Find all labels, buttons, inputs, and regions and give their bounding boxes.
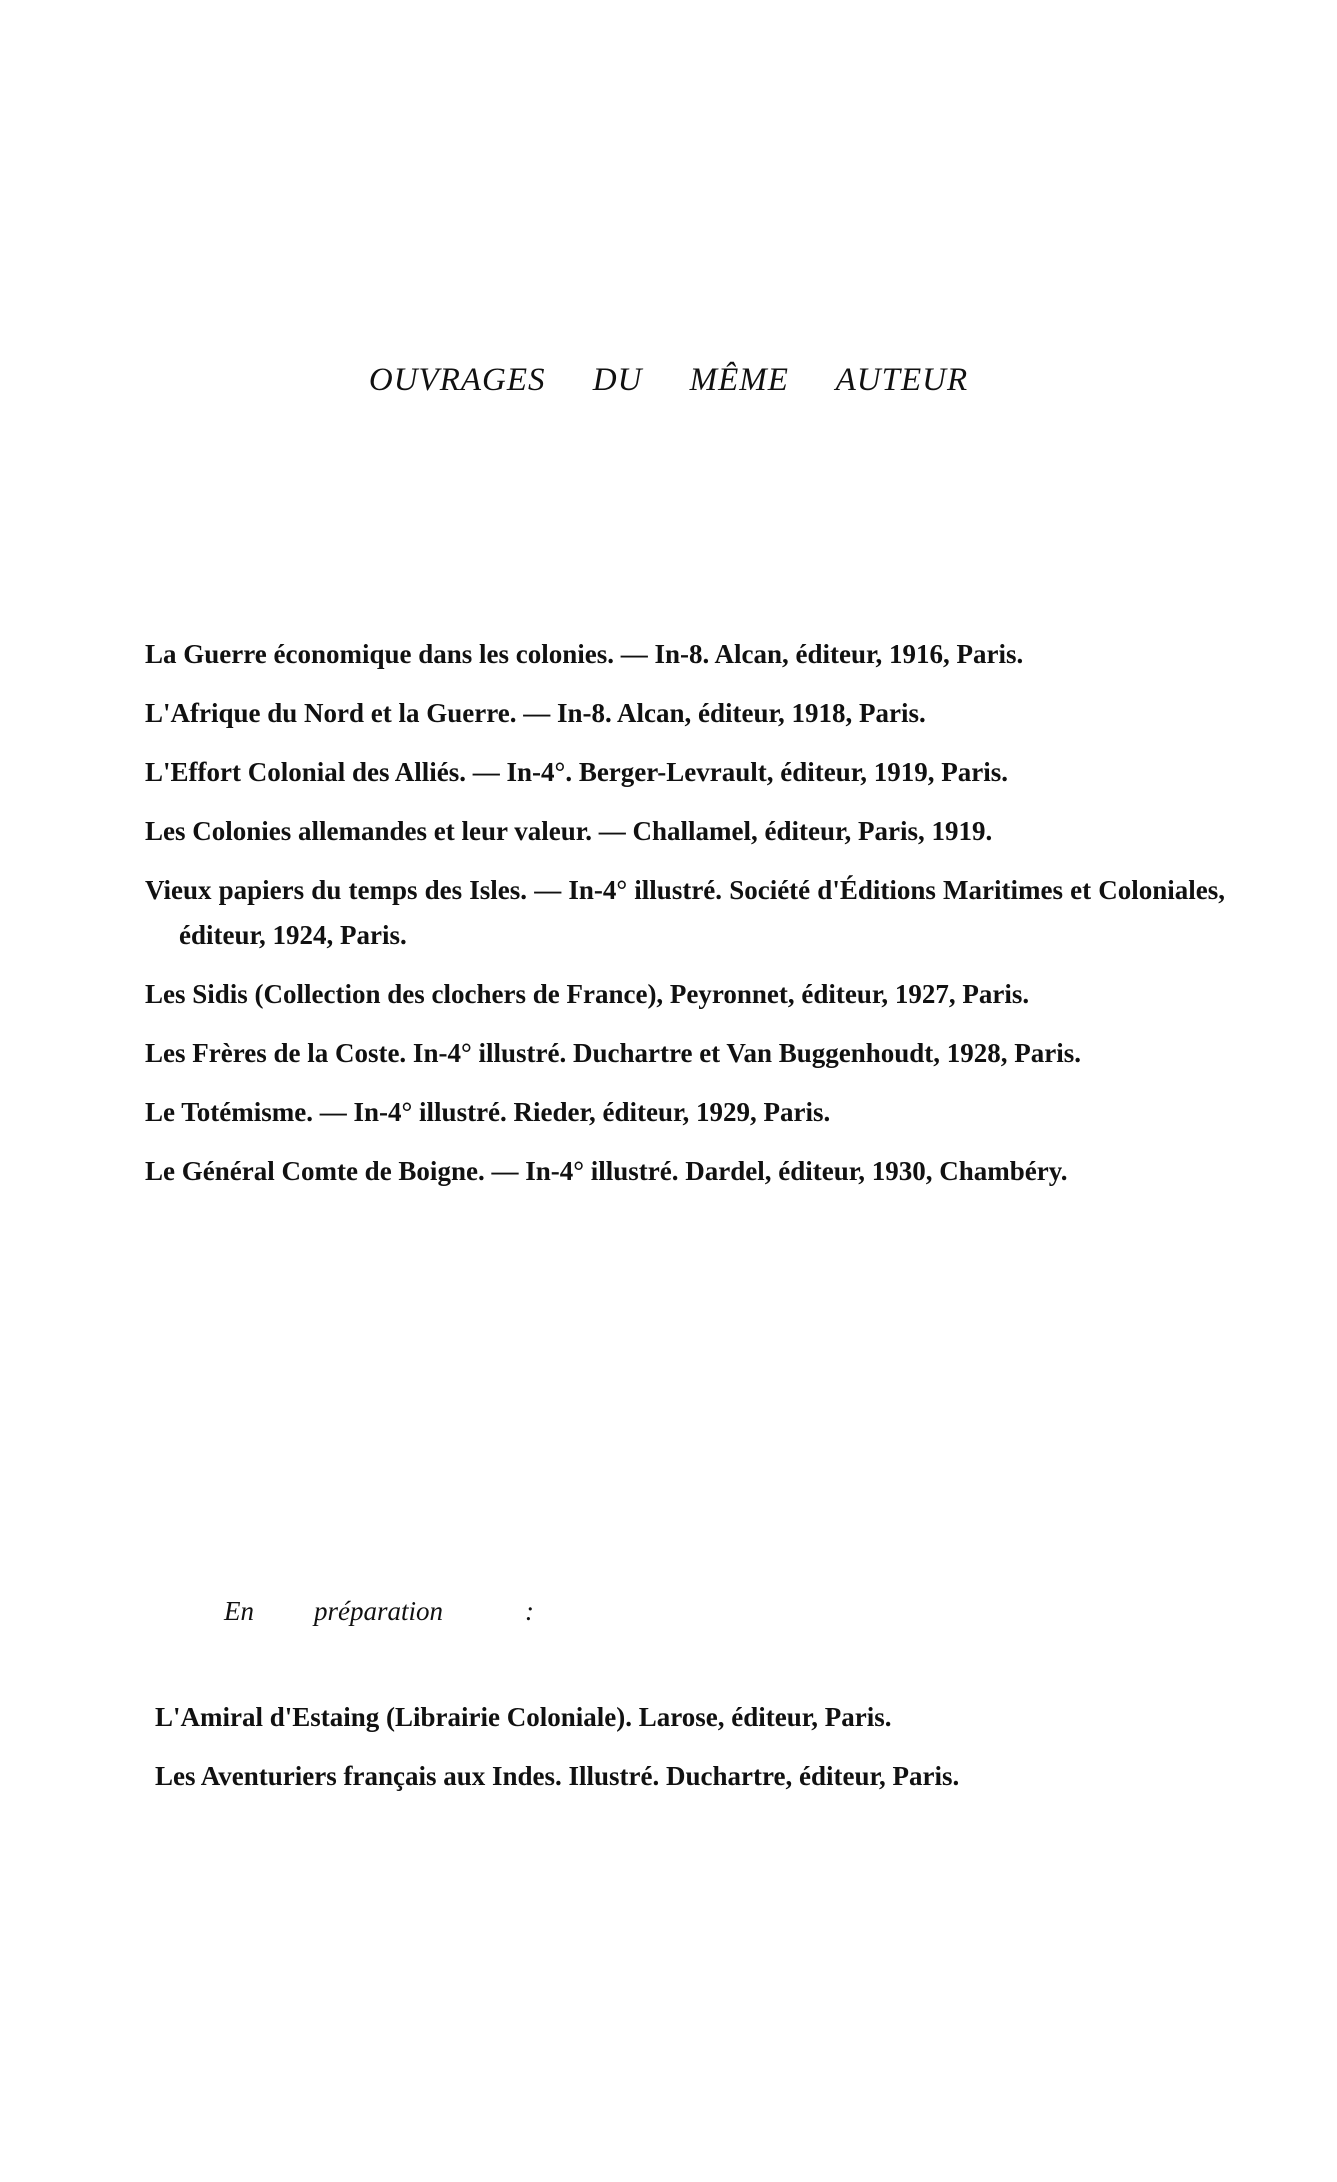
preparation-entry: Les Aventuriers français aux Indes. Illustré. Duchartre, éditeur, Paris. [155, 1761, 960, 1791]
works-list [145, 632, 1225, 1208]
work-entry: L'Effort Colonial des Alliés. — In-4°. Berger-Levrault, éditeur, 1919, Paris. [145, 757, 1008, 787]
preparation-label-word: préparation [314, 1596, 444, 1626]
preparation-label-en: En [224, 1596, 254, 1626]
page-heading: OUVRAGES DU MÊME AUTEUR [368, 362, 969, 398]
work-entry: Les Sidis (Collection des clochers de France), Peyronnet, éditeur, 1927, Paris. [145, 979, 1030, 1009]
preparation-entry: L'Amiral d'Estaing (Librairie Coloniale). Larose, éditeur, Paris. [155, 1702, 892, 1732]
work-entry: La Guerre économique dans les colonies. — In-8. Alcan, éditeur, 1916, Paris. [145, 639, 1024, 669]
preparation-list [155, 1695, 1235, 1813]
work-entry: Le Général Comte de Boigne. — In-4° illustré. Dardel, éditeur, 1930, Chambéry. [145, 1156, 1068, 1186]
work-entry: Vieux papiers du temps des Isles. — In-4° illustré. Société d'Éditions Maritimes et Coloniales, éditeur, 1924, Paris. [145, 875, 1225, 950]
work-entry: Les Frères de la Coste. In-4° illustré. Duchartre et Van Buggenhoudt, 1928, Paris. [145, 1038, 1082, 1068]
work-entry: Les Colonies allemandes et leur valeur. — Challamel, éditeur, Paris, 1919. [145, 816, 993, 846]
work-entry: L'Afrique du Nord et la Guerre. — In-8. Alcan, éditeur, 1918, Paris. [145, 698, 926, 728]
preparation-label [224, 1596, 534, 1627]
preparation-label-colon: : [525, 1596, 535, 1626]
work-entry: Le Totémisme. — In-4° illustré. Rieder, éditeur, 1929, Paris. [145, 1097, 831, 1127]
